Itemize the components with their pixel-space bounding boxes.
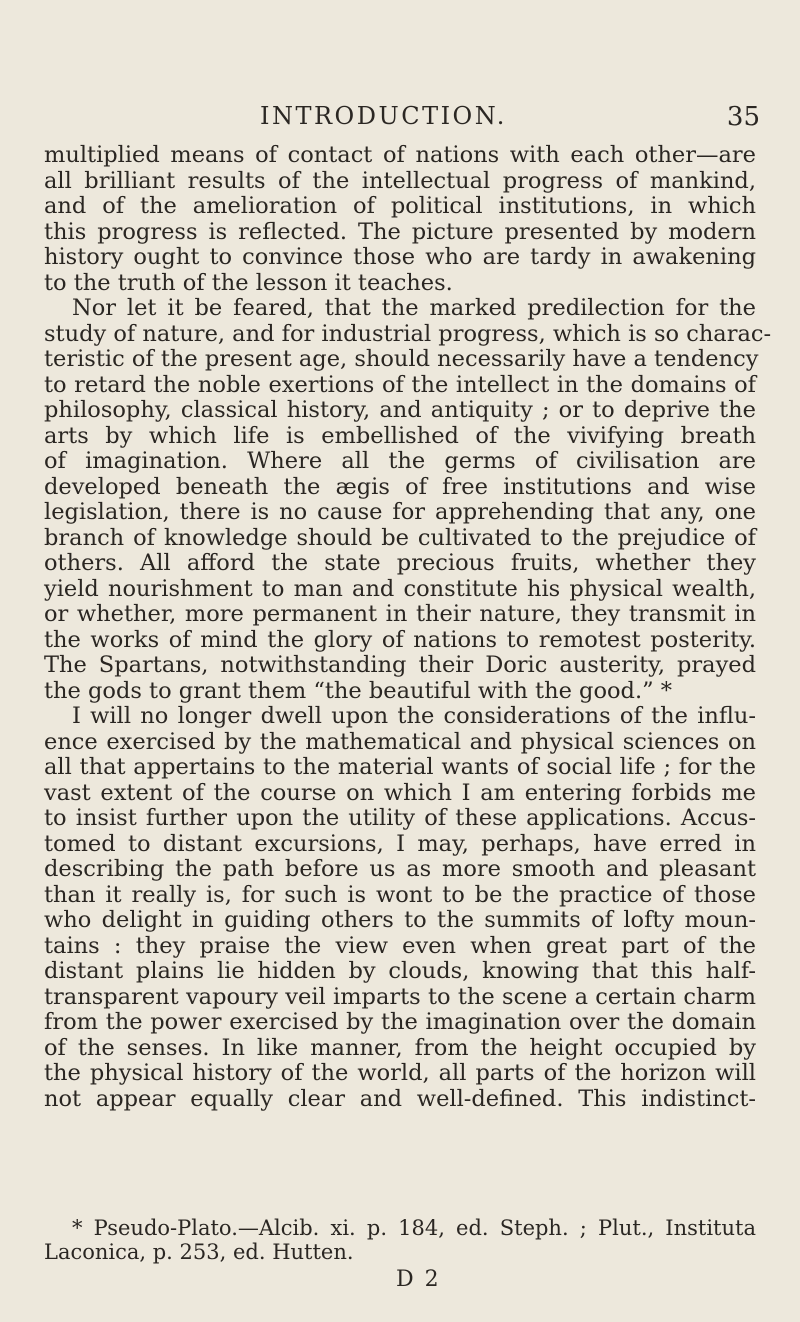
text-line: from the power exercised by the imagination over the domain [44, 1009, 756, 1035]
page-number: 35 [726, 102, 760, 132]
text-line: of the senses. In like manner, from the height occupied by [44, 1034, 756, 1061]
text-line: teristic of the present age, should necessarily have a tendency [44, 346, 759, 372]
text-line: The Spartans, notwithstanding their Doric austerity, prayed [44, 652, 756, 678]
text-line: of imagination. Where all the germs of civilisation are [44, 448, 756, 474]
text-line: this progress is reflected. The picture presented by modern [44, 218, 756, 245]
text-line: the physical history of the world, all parts of the horizon will [44, 1060, 756, 1086]
text-line: multiplied means of contact of nations with each other—are [44, 142, 756, 168]
text-line: to insist further upon the utility of these applications. Accus- [44, 805, 756, 831]
text-line: study of nature, and for industrial progress, which is so charac- [44, 320, 772, 347]
text-line: history ought to convince those who are tardy in awakening [44, 244, 756, 270]
body-text [44, 142, 772, 1112]
text-line: than it really is, for such is wont to be the practice of those [44, 881, 756, 908]
text-line: philosophy, classical history, and antiquity ; or to deprive the [44, 397, 756, 423]
text-line: all brilliant results of the intellectual progress of mankind, [44, 167, 756, 194]
text-line: tomed to distant excursions, I may, perhaps, have erred in [44, 830, 756, 857]
text-line: developed beneath the ægis of free institutions and wise [44, 473, 756, 500]
text-line: yield nourishment to man and constitute his physical wealth, [44, 575, 756, 602]
text-line: arts by which life is embellished of the vivifying breath [44, 422, 756, 449]
text-line: I will no longer dwell upon the considerations of the influ- [72, 703, 756, 729]
signature-mark: D 2 [396, 1267, 441, 1292]
footnote [44, 1217, 756, 1264]
text-line: transparent vapoury veil imparts to the scene a certain charm [44, 983, 756, 1010]
text-line: distant plains lie hidden by clouds, knowing that this half- [44, 958, 756, 984]
text-line: all that appertains to the material wants of social life ; for the [44, 754, 756, 780]
text-line: describing the path before us as more smooth and pleasant [44, 856, 756, 882]
text-line: the works of mind the glory of nations to remotest posterity. [44, 626, 756, 653]
text-line: and of the amelioration of political institutions, in which [44, 193, 756, 219]
text-line: who delight in guiding others to the summits of lofty moun- [44, 907, 756, 933]
running-head: INTRODUCTION. [260, 102, 507, 130]
text-line: legislation, there is no cause for apprehending that any, one [44, 499, 756, 525]
text-line: to the truth of the lesson it teaches. [44, 269, 453, 296]
text-line: tains : they praise the view even when great part of the [44, 932, 756, 959]
page-header [48, 102, 760, 142]
text-line: others. All afford the state precious fruits, whether they [44, 550, 756, 576]
text-line: to retard the noble exertions of the intellect in the domains of [44, 371, 756, 398]
text-line: vast extent of the course on which I am entering forbids me [44, 779, 756, 806]
footnote-line: Laconica, p. 253, ed. Hutten. [44, 1239, 354, 1264]
text-line: the gods to grant them “the beautiful with the good.” * [44, 677, 673, 704]
footnote-line: * Pseudo-Plato.—Alcib. xi. p. 184, ed. Steph. ; Plut., Instituta [72, 1216, 756, 1240]
text-line: or whether, more permanent in their nature, they transmit in [44, 601, 756, 627]
text-line: branch of knowledge should be cultivated to the prejudice of [44, 524, 756, 551]
text-line: Nor let it be feared, that the marked predilection for the [72, 295, 756, 321]
text-line: not appear equally clear and well-defined. This indistinct- [44, 1085, 756, 1112]
text-line: ence exercised by the mathematical and physical sciences on [44, 728, 756, 755]
